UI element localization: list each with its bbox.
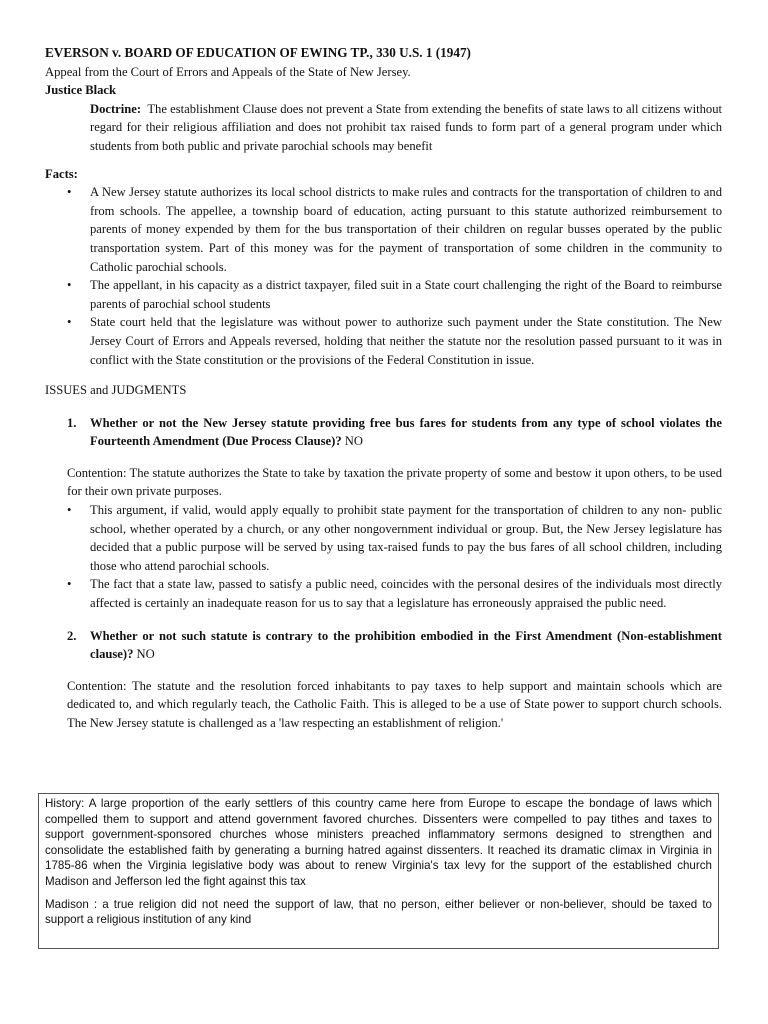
issues-heading: ISSUES and JUDGMENTS xyxy=(45,383,187,398)
doctrine-paragraph xyxy=(90,100,722,156)
bullet-icon: • xyxy=(67,315,72,330)
issue-2-contention: Contention: The statute and the resolution forced inhabitants to pay taxes to help support and maintain schools which are dedicated to, and which regularly teach, the Catholic Faith. This is alleged to be a use of State power to support church schools. The New Jersey statute is challenged as a 'law respecting an establishment of religion.' xyxy=(67,678,722,730)
history-text: History: A large proportion of the early settlers of this country came here from Europe to escape the bondage of laws which compelled them to support and attend government favored churches. Dissenters were compelled to pay tithes and taxes to support government-sponsored churches whose ministers preached inflammatory sermons designed to strengthen and consolidate the established faith by generating a burning hatred against dissenters. It reached its dramatic climax in Virginia in 1785-86 when the Virginia legislative body was about to renew Virginia's tax levy for the support of the established church Madison and Jefferson led the fight against this tax xyxy=(45,797,712,888)
issue-answer: NO xyxy=(136,647,155,662)
facts-list xyxy=(45,183,722,369)
issue-answer: NO xyxy=(344,434,363,449)
issue-question-text: Whether or not such statute is contrary to the prohibition embodied in the First Amendment (Non-establishment clause)? xyxy=(90,628,722,662)
issue-number: 2. xyxy=(67,628,77,643)
bullet-icon: • xyxy=(67,278,72,293)
document-page xyxy=(45,44,722,733)
issue-number: 1. xyxy=(67,415,77,430)
reasoning-item-text: The fact that a state law, passed to satisfy a public need, coincides with the personal desires of the individuals most directly affected is certainly an inadequate reason for us to say that a legislature has erroneously appraised the public need. xyxy=(90,577,722,611)
appeal-line: Appeal from the Court of Errors and Appeals of the State of New Jersey. xyxy=(45,64,411,79)
facts-item xyxy=(45,313,722,369)
case-title: EVERSON v. BOARD OF EDUCATION OF EWING TP., 330 U.S. 1 (1947) xyxy=(45,45,471,60)
facts-item-text: A New Jersey statute authorizes its local school districts to make rules and contracts for the transportation of children to and from schools. The appellee, a township board of education, acting pursuant to this statute authorized reimbursement to parents of money expended by them for the bus transportation of their children on regular busses operated by the public transportation system. Part of this money was for the payment of transportation of some children in the community to Catholic parochial schools. xyxy=(90,185,722,274)
doctrine-text: The establishment Clause does not prevent a State from extending the benefits of state laws to all citizens without regard for their religious affiliation and does not prohibit tax raised funds to form part of a general program under which students from both public and private parochial schools may benefit xyxy=(90,101,722,153)
bullet-icon: • xyxy=(67,185,72,200)
reasoning-item xyxy=(45,575,722,612)
doctrine-label: Doctrine: xyxy=(90,101,142,116)
history-box xyxy=(38,793,719,949)
facts-item-text: The appellant, in his capacity as a district taxpayer, filed suit in a State court challenging the right of the Board to reimburse parents of parochial school students xyxy=(90,278,722,311)
facts-item xyxy=(45,183,722,276)
facts-item-text: State court held that the legislature was without power to authorize such payment under the State constitution. The New Jersey Court of Errors and Appeals reversed, holding that neither the statute nor the resolution passed pursuant to it was in conflict with the State constitution or the provisions of the Federal Constitution in issue. xyxy=(90,315,722,367)
bullet-icon: • xyxy=(67,577,72,592)
reasoning-item xyxy=(45,501,722,575)
issue-2-question xyxy=(45,627,722,664)
justice-name: Justice Black xyxy=(45,83,117,98)
reasoning-item-text: This argument, if valid, would apply equally to prohibit state payment for the transportation of children to any non- public school, whether operated by a church, or any other nongovernment individual or group. But, the New Jersey legislature has decided that a public purpose will be served by using tax-raised funds to pay the bus fares of all school children, including those who attend parochial schools. xyxy=(90,503,722,573)
bullet-icon: • xyxy=(67,503,72,518)
issue-1-reasoning-list xyxy=(45,501,722,613)
madison-note: Madison : a true religion did not need the support of law, that no person, either believer or non-believer, should be taxed to support a religious institution of any kind xyxy=(45,897,712,927)
facts-heading: Facts: xyxy=(45,166,78,181)
issue-1-question xyxy=(45,414,722,451)
issue-question-text: Whether or not the New Jersey statute providing free bus fares for students from any type of school violates the Fourteenth Amendment (Due Process Clause)? xyxy=(90,415,722,449)
issue-1-contention: Contention: The statute authorizes the State to take by taxation the private property of some and bestow it upon others, to be used for their own private purposes. xyxy=(67,465,722,499)
facts-item xyxy=(45,276,722,313)
